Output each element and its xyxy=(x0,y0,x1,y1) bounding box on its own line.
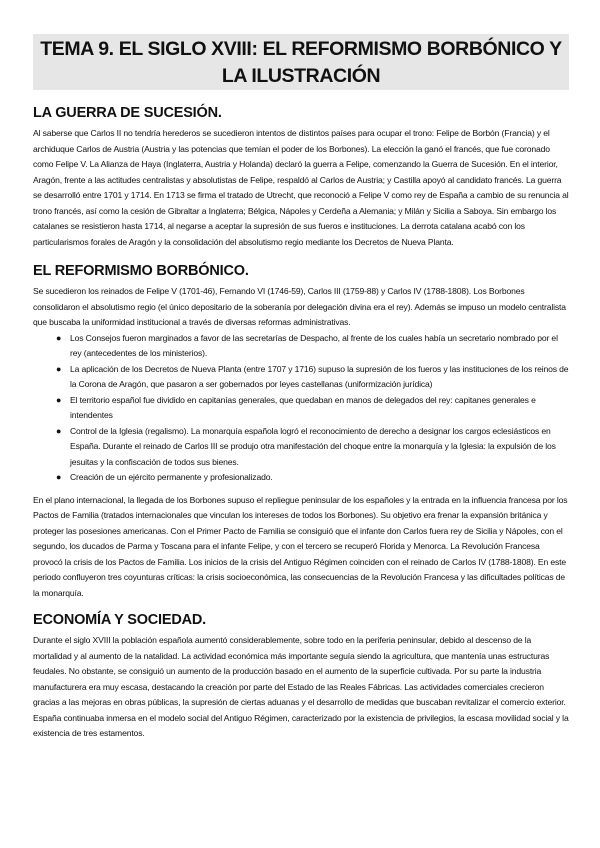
page-title: TEMA 9. EL SIGLO XVIII: EL REFORMISMO BORBÓNICO Y LA ILUSTRACIÓN xyxy=(33,34,569,90)
section-paragraph-2: En el plano internacional, la llegada de los Borbones supuso el repliegue peninsular de los españoles y la entrada en la influencia francesa por los Pactos de Familia (tratados internacionales que vinculan los intereses de todos los Borbones). Su objetivo era frenar la expansión británica y proteger las posesiones americanas. Con el Primer Pacto de Familia se consiguió que el infante don Carlos fuera rey de Sicilia y Nápoles, con el segundo, los ducados de Parma y Toscana para el infante Felipe, y con el tercero se recuperó Florida y Menorca. La Revolución Francesa provocó la crisis de los Pactos de Familia. Los inicios de la crisis del Antiguo Régimen coinciden con el reinado de Carlos IV (1788-1808). En este periodo confluyeron tres coyunturas críticas: la crisis socioeconómica, las consecuencias de la Revolución Francesa y las dificultades políticas de la monarquía. xyxy=(33,494,568,598)
list-item-text: El territorio español fue dividido en capitanías generales, que quedaban en manos de delegados del rey: capitanes generales e intendentes xyxy=(70,394,536,420)
section-heading: ECONOMÍA Y SOCIEDAD. xyxy=(33,612,206,628)
list-item xyxy=(58,331,569,362)
bullet-icon: ● xyxy=(56,394,62,405)
list-item xyxy=(58,470,569,486)
document-page xyxy=(33,34,569,742)
bullet-icon: ● xyxy=(56,425,62,436)
section-heading: LA GUERRA DE SUCESIÓN. xyxy=(33,105,222,121)
bullet-icon: ● xyxy=(56,363,62,374)
list-item xyxy=(58,393,569,424)
section-paragraph: Se sucedieron los reinados de Felipe V (1701-46), Fernando VI (1746-59), Carlos III (1759-88) y Carlos IV (1788-1808). Los Borbones consolidaron el absolutismo regio (el único depositario de la soberanía por delegación divina era el rey). Además se impuso un modelo centralista que buscaba la uniformidad institucional a través de diversas reformas administrativas. xyxy=(33,286,566,327)
list-item xyxy=(58,362,569,393)
section-heading: EL REFORMISMO BORBÓNICO. xyxy=(33,263,249,279)
list-item-text: Creación de un ejército permanente y profesionalizado. xyxy=(70,472,273,482)
list-item-text: La aplicación de los Decretos de Nueva Planta (entre 1707 y 1716) supuso la supresión de los fueros y las instituciones de los reinos de la Corona de Aragón, que pasaron a ser gobernados por leyes castellanas (uniformización jurídica) xyxy=(70,363,569,389)
list-item-text: Control de la Iglesia (regalismo). La monarquía española logró el reconocimiento de derecho a designar los cargos eclesiásticos en España. Durante el reinado de Carlos III se produjo otra manifestación del choque entre la monarquía y la Iglesia: la expulsión de los jesuitas y la confiscación de todos sus bienes. xyxy=(70,425,556,467)
section-guerra-sucesion xyxy=(33,104,569,250)
list-item-text: Los Consejos fueron marginados a favor de las secretarías de Despacho, al frente de los cuales había un secretario nombrado por el rey (antecedentes de los ministerios). xyxy=(70,332,558,358)
section-economia-sociedad xyxy=(33,611,569,742)
bullet-icon: ● xyxy=(56,472,62,482)
section-reformismo-borbonico xyxy=(33,262,569,601)
section-paragraph: Al saberse que Carlos II no tendría herederos se sucedieron intentos de distintos países para ocupar el trono: Felipe de Borbón (Francia) y el archiduque Carlos de Austria (Austria y las potencias que temían el poder de los Borbones). La elección la ganó el francés, que fue coronado como Felipe V. La Alianza de Haya (Inglaterra, Austria y Holanda) declaró la guerra a Felipe, comenzando la Guerra de Sucesión. En el interior, Aragón, frente a las actitudes centralistas y absolutistas de Felipe, respaldó al Carlos de Austria; y Castilla apoyó al candidato francés. La guerra se desarrolló entre 1701 y 1714. En 1713 se firma el tratado de Utrecht, que reconoció a Felipe V como rey de España a cambio de su renuncia al trono francés, así como la cesión de Gibraltar a Inglaterra; Bélgica, Nápoles y Cerdeña a Alemania; y Milán y Sicilia a Saboya. Sin embargo los catalanes se resistieron hasta 1714, al negarse a aceptar la supresión de sus fueros e instituciones. La derrota catalana acabó con los particularismos forales de Aragón y la consolidación del absolutismo regio mediante los Decretos de Nueva Planta. xyxy=(33,128,569,247)
bullet-icon: ● xyxy=(56,332,62,343)
bullet-list xyxy=(33,331,569,486)
list-item xyxy=(58,424,569,471)
section-paragraph: Durante el siglo XVIII la población española aumentó considerablemente, sobre todo en la periferia peninsular, debido al descenso de la mortalidad y al aumento de la natalidad. La actividad económica más importante seguía siendo la agricultura, que mantenía unas estructuras feudales. No obstante, se consiguió un aumento de la producción basado en el aumento de la superficie cultivada. Por su parte la industria manufacturera era muy escasa, destacando la creación por parte del Estado de las Reales Fábricas. Las actividades comerciales crecieron gracias a las mejoras en obras públicas, la supresión de ciertas aduanas y el desarrollo de medidas que buscaban revitalizar el comercio exterior. España continuaba inmersa en el modelo social del Antiguo Régimen, caracterizado por la existencia de privilegios, la escasa movilidad social y la existencia de tres estamentos. xyxy=(33,635,569,738)
